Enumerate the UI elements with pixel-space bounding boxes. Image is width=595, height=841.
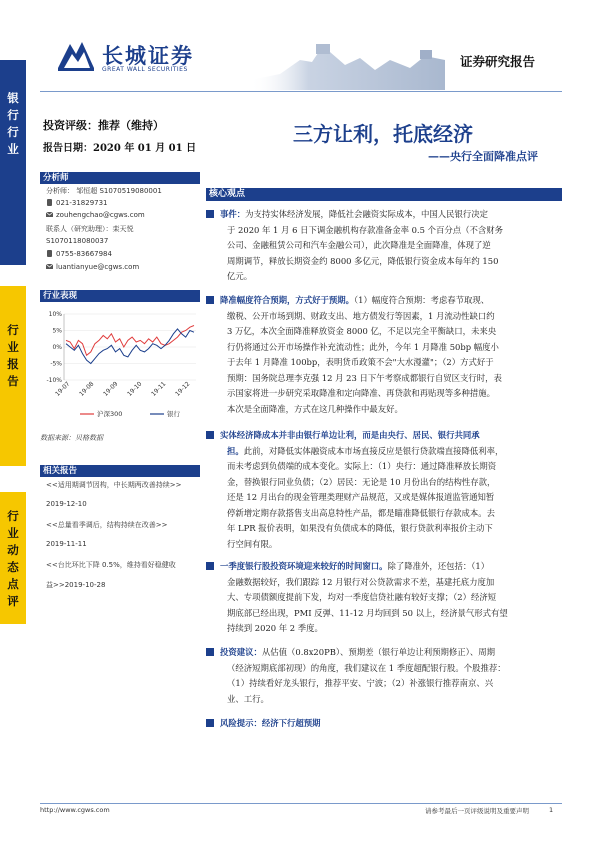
phone-icon — [46, 250, 53, 257]
bullet-icon — [206, 210, 214, 218]
y-tick-label: -10% — [46, 377, 62, 384]
core-para-event: 事件：为支持实体经济发展，降低社会融资实际成本，中国人民银行决定 于 2020 年 1 月 6 日下调金融机构存款准备金率 0.5 个百分点（不含财务 公司、金融租赁公司和汽车金融公司），此次降准是全面降准，体现了逆 周期调节，释放长期资金约 8000 多亿元，降低银行资金成本每年约 150 亿元。 — [206, 207, 562, 285]
chart-section-header: 行业表现 — [40, 290, 200, 302]
page-number: 1 — [549, 806, 554, 814]
bullet-icon — [206, 562, 214, 570]
side-type-label: 行 业 动 态 点 评 — [7, 509, 19, 608]
core-para-advice: 投资建议：从估值（0.8x20PB）、预期差（银行单边让利预期修正）、周期 （经济短期底部初现）的角度，我们建议在 1 季度超配银行股。个股推荐： （1）持续看好龙头银行，推荐平安、宁波；（2）补涨银行推荐南京、兴 业、工行。 — [206, 645, 562, 707]
chart-source: 数据来源：贝格数据 — [40, 434, 103, 442]
industry-performance-chart — [40, 302, 200, 432]
analyst-email[interactable]: zouhengchao@cgws.com — [46, 211, 145, 219]
company-logo — [56, 38, 236, 78]
contact-name: 联系人（研究助理）：栾天悦 — [46, 225, 134, 233]
email-icon — [46, 263, 53, 270]
page-title: 三方让利，托底经济 — [293, 122, 473, 146]
email-icon — [46, 211, 53, 218]
side-category-label: 银 行 行 业 — [7, 91, 19, 156]
x-tick-label: 19-12 — [174, 380, 192, 398]
analyst-name: 分析师： 邹恒超 S1070519080001 — [46, 187, 162, 195]
report-type: 证券研究报告 — [460, 54, 536, 69]
bullet-icon — [206, 648, 214, 656]
bullet-icon — [206, 719, 214, 727]
analyst-section-header: 分析师 — [40, 172, 200, 184]
footer-disclaimer: 请参考最后一页评级说明及重要声明 — [425, 807, 529, 815]
contact-phone: 0755-83667984 — [46, 250, 112, 258]
investment-rating: 投资评级：推荐（维持） — [43, 119, 164, 132]
footer-divider — [40, 803, 562, 804]
y-tick-label: -5% — [50, 360, 62, 368]
side-report-label: 行 业 报 告 — [7, 323, 19, 388]
footer-url[interactable]: http://www.cgws.com — [40, 806, 110, 814]
x-tick-label: 19-09 — [102, 380, 120, 398]
core-para-risk: 风险提示：经济下行超预期 — [206, 716, 562, 732]
x-tick-label: 19-11 — [150, 380, 168, 398]
related-report-date: 2019-11-11 — [46, 540, 87, 548]
core-para-rrr: 降准幅度符合预期，方式好于预期。（1）幅度符合预期：考虑春节取现、 缴税、公开市场到期、财政支出、地方债发行等因素，1 月流动性缺口约 3 万亿，本次全面降准释放资金 8000 亿，不足以完全平衡缺口，未来央 行仍将通过公开市场操作补充流动性；此外，今年 1 月降准 50bp 幅度小 于去年 1 月降准 100bp，表明货币政策不会"大水漫灌"；（2）方式好于 预期：国务院总理李克强 12 月 23 日下午考察成都银行自贸区支行时，表 示国家将进一步研究采取降准和定向降准、再贷款和再贴现等多种措施。 本次是全面降准，方式在这几种操作中最友好。 — [206, 293, 562, 417]
related-section-header: 相关报告 — [40, 465, 200, 477]
related-report-title[interactable]: <<适用期调节因构，中长期两改善持续>> — [46, 481, 182, 489]
series-line-hs300 — [66, 326, 194, 356]
related-report-date: 益>>2019-10-28 — [46, 581, 106, 589]
x-tick-label: 19-10 — [126, 380, 144, 398]
contact-email[interactable]: luantianyue@cgws.com — [46, 263, 139, 271]
core-section-header: 核心观点 — [206, 188, 562, 201]
legend-label: 沪深300 — [97, 410, 123, 418]
report-date: 报告日期：2020 年 01 月 01 日 — [43, 143, 197, 154]
related-report-title[interactable]: <<台比环比下降 0.5%，维持看好稳健收 — [46, 561, 176, 569]
y-tick-label: 10% — [48, 311, 62, 318]
related-report-title[interactable]: <<总量看季调后，结构持续在改善>> — [46, 521, 168, 529]
great-wall-watermark — [250, 30, 445, 90]
y-tick-label: 0% — [52, 344, 62, 351]
bullet-icon — [206, 431, 214, 439]
related-report-date: 2019-12-10 — [46, 500, 87, 508]
bullet-icon — [206, 296, 214, 304]
logo-chinese: 长城证券 — [102, 43, 194, 68]
x-tick-label: 19-08 — [78, 380, 96, 398]
series-line-bank — [66, 329, 194, 364]
phone-icon — [46, 199, 53, 206]
core-para-window: 一季度银行股投资环境迎来较好的时间窗口。除了降准外，还包括：（1） 金融数据较好，我们跟踪 12 月银行对公贷款需求不差，基建托底力度加 大、专项债额度提前下发，均对一季度信贷社融有较好支撑；（2）经济短 期底部已经出现，PMI 反弹、11-12 月均回到 50 以上，经济景气形式有望 持续到 2020 年 2 季度。 — [206, 559, 562, 637]
page-subtitle: ——央行全面降准点评 — [428, 150, 538, 163]
logo-mark-icon — [56, 38, 96, 74]
contact-cert: S1070118080037 — [46, 237, 109, 245]
y-tick-label: 5% — [52, 327, 62, 335]
header-divider — [40, 91, 562, 92]
legend-label: 银行 — [167, 410, 180, 418]
x-tick-label: 19-07 — [54, 380, 72, 398]
core-para-cost: 实体经济降成本并非由银行单边让利，而是由央行、居民、银行共同承 担。此前，对降低实体融资成本市场直接反应是银行贷款端直接降低利率， 而未考虑到负债端的成本变化。实际上：（1）央行：通过降准释放长期资 金，替换银行同业负债；（2）居民：无论是 10 月份出台的结构性存款， 还是 12 月出台的现金管理类理财产品规范，又或是媒体报道监管通知暂 停新增定期存款搭售支出高息特性产品，都是瞄准降低银行存款成本。去 年 LPR 报价表明，如果没有负债成本的降低，银行贷款利率报价主动下 行空间有限。 — [206, 428, 562, 552]
logo-english: GREAT WALL SECURITIES — [102, 66, 188, 73]
analyst-phone: 021-31829731 — [46, 199, 108, 207]
